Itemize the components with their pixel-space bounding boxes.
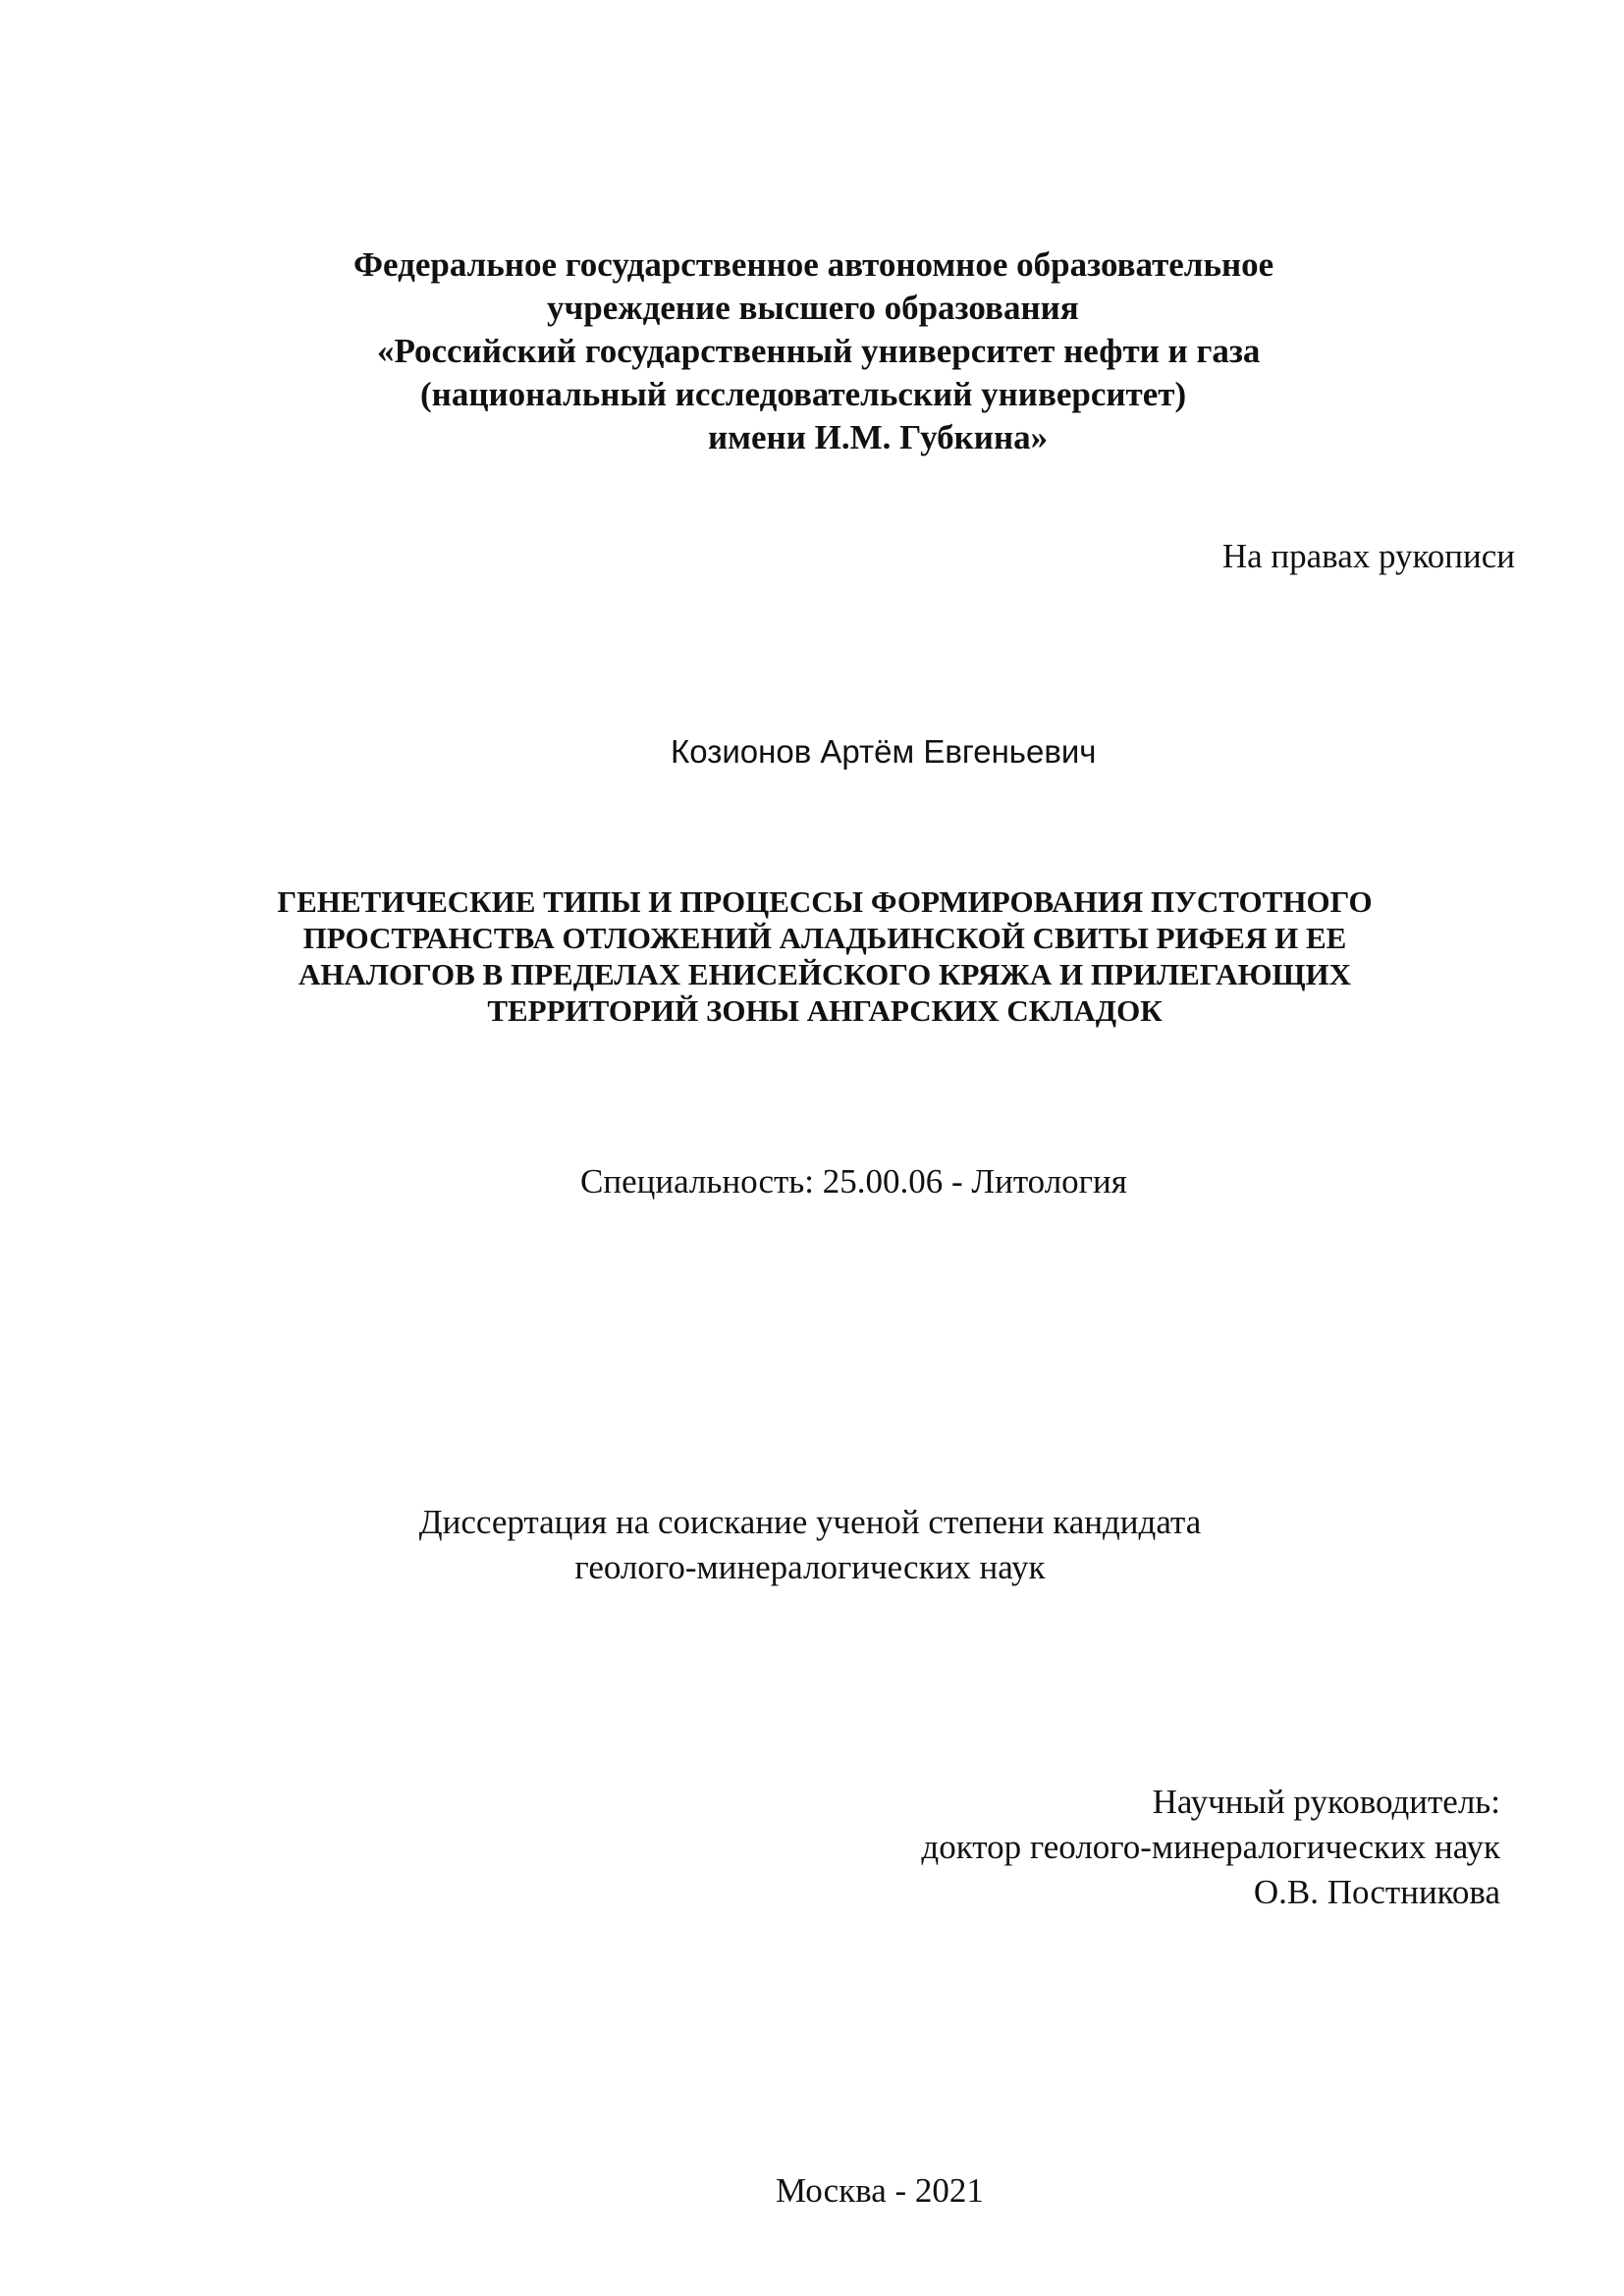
institution-line: учреждение высшего образования xyxy=(547,289,1079,327)
author-name-text: Козионов Артём Евгеньевич xyxy=(671,733,1097,770)
author-name xyxy=(0,730,1624,774)
institution-line: (национальный исследовательский университет) xyxy=(420,375,1187,413)
city-year xyxy=(0,2169,1624,2213)
supervisor-label: Научный руководитель: xyxy=(1152,1783,1500,1821)
degree-line: геолого-минералогических наук xyxy=(574,1548,1046,1586)
institution-header xyxy=(295,243,1404,459)
degree-line: Диссертация на соискание ученой степени кандидата xyxy=(418,1503,1202,1541)
specialty xyxy=(0,1160,1624,1203)
institution-line: «Российский государственный университет нефти и газа xyxy=(377,332,1261,370)
title-line: ТЕРРИТОРИЙ ЗОНЫ АНГАРСКИХ СКЛАДОК xyxy=(487,993,1163,1028)
title-line: ПРОСТРАНСТВА ОТЛОЖЕНИЙ АЛАДЬИНСКОЙ СВИТЫ РИФЕЯ И ЕЕ xyxy=(302,921,1347,955)
city-year-text: Москва - 2021 xyxy=(776,2171,984,2210)
title-line: АНАЛОГОВ В ПРЕДЕЛАХ ЕНИСЕЙСКОГО КРЯЖА И ПРИЛЕГАЮЩИХ xyxy=(298,957,1352,991)
degree-statement xyxy=(196,1500,1424,1590)
title-line: ГЕНЕТИЧЕСКИЕ ТИПЫ И ПРОЦЕССЫ ФОРМИРОВАНИЯ ПУСТОТНОГО xyxy=(277,884,1373,919)
supervisor-name: О.В. Постникова xyxy=(1253,1873,1500,1911)
supervisor-block xyxy=(921,1780,1500,1915)
institution-line: имени И.М. Губкина» xyxy=(708,418,1049,456)
supervisor-degree: доктор геолого-минералогических наук xyxy=(921,1828,1500,1866)
institution-line: Федеральное государственное автономное образовательное xyxy=(353,245,1274,284)
dissertation-title xyxy=(196,883,1453,1029)
manuscript-note: На правах рукописи xyxy=(1221,537,1515,575)
specialty-text: Специальность: 25.00.06 - Литология xyxy=(580,1162,1127,1201)
